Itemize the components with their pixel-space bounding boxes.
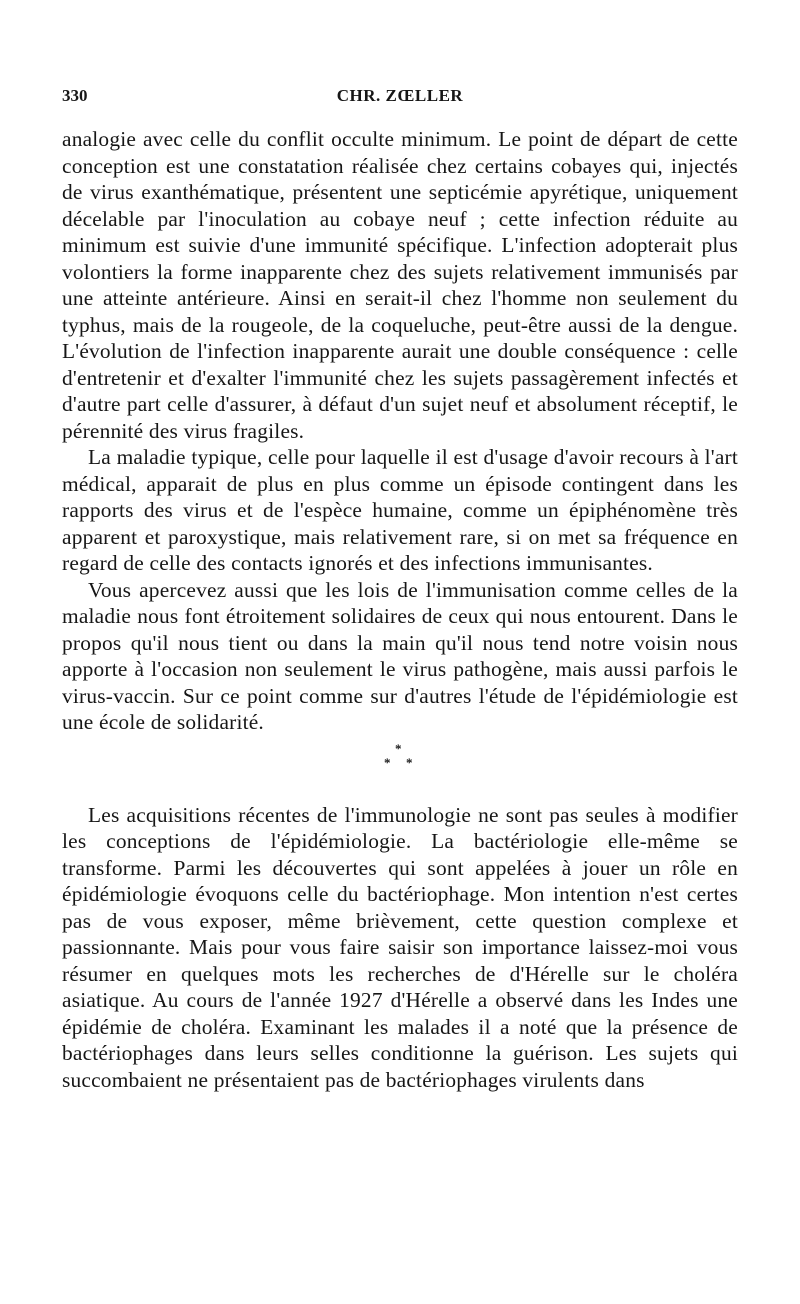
asterisk-icon: * xyxy=(406,754,413,770)
asterisk-icon: * xyxy=(395,740,402,756)
paragraph-4: Les acquisitions récentes de l'immunologie ne sont pas seules à modifier les conceptions de l'épidémiologie. La bactériologie elle-même se transforme. Parmi les découvertes qui sont appelées à jouer un rôle en épidémiologie évoquons celle du bactériophage. Mon intention n'est certes pas de vous exposer, même brièvement, cette question complexe et passionnante. Mais pour vous faire saisir son importance laissez-moi vous résumer en quelques mots les recherches de d'Hérelle sur le choléra asiatique. Au cours de l'année 1927 d'Hérelle a observé dans les Indes une épidémie de choléra. Examinant les malades il a noté que la présence de bactériophages dans leurs selles conditionne la guérison. Les sujets qui succombaient ne présentaient pas de bactériophages virulents dans xyxy=(62,802,738,1092)
section-break-asterism xyxy=(62,736,738,802)
page-number: 330 xyxy=(62,86,88,105)
asterisk-icon: * xyxy=(384,754,391,770)
paragraph-1: analogie avec celle du conflit occulte minimum. Le point de départ de cette conception est une constatation réalisée chez certains cobayes qui, injectés de virus exanthématique, présentent une septicémie apyrétique, uniquement décelable par l'inoculation au cobaye neuf ; cette infection réduite au minimum est suivie d'une immunité spécifique. L'infection adopterait plus volontiers la forme inapparente chez des sujets relativement immunisés par une atteinte antérieure. Ainsi en serait-il chez l'homme non seulement du typhus, mais de la rougeole, de la coqueluche, peut-être aussi de la dengue. L'évolution de l'infection inapparente aurait une double conséquence : celle d'entretenir et d'exalter l'immunité chez les sujets passagèrement infectés et d'autre part celle d'assurer, à défaut d'un sujet neuf et absolument réceptif, le pérennité des virus fragiles. xyxy=(62,127,738,443)
paragraph-2: La maladie typique, celle pour laquelle il est d'usage d'avoir recours à l'art médical, apparait de plus en plus comme un épisode contingent dans les rapports des virus et de l'espèce humaine, comme un épiphénomène très apparent et paroxystique, mais relativement rare, si on met sa fréquence en regard de celle des contacts ignorés et des infections immunisantes. xyxy=(62,445,738,575)
running-head xyxy=(62,86,738,112)
paragraph-3: Vous apercevez aussi que les lois de l'immunisation comme celles de la maladie nous font étroitement solidaires de ceux qui nous entourent. Dans le propos qu'il nous tient ou dans la main qu'il nous tend notre voisin nous apporte à l'occasion non seulement le virus pathogène, mais aussi parfois le virus-vaccin. Sur ce point comme sur d'autres l'étude de l'épidémiologie est une école de solidarité. xyxy=(62,577,738,734)
body-text xyxy=(62,126,738,1093)
running-title: CHR. ZŒLLER xyxy=(336,86,464,105)
